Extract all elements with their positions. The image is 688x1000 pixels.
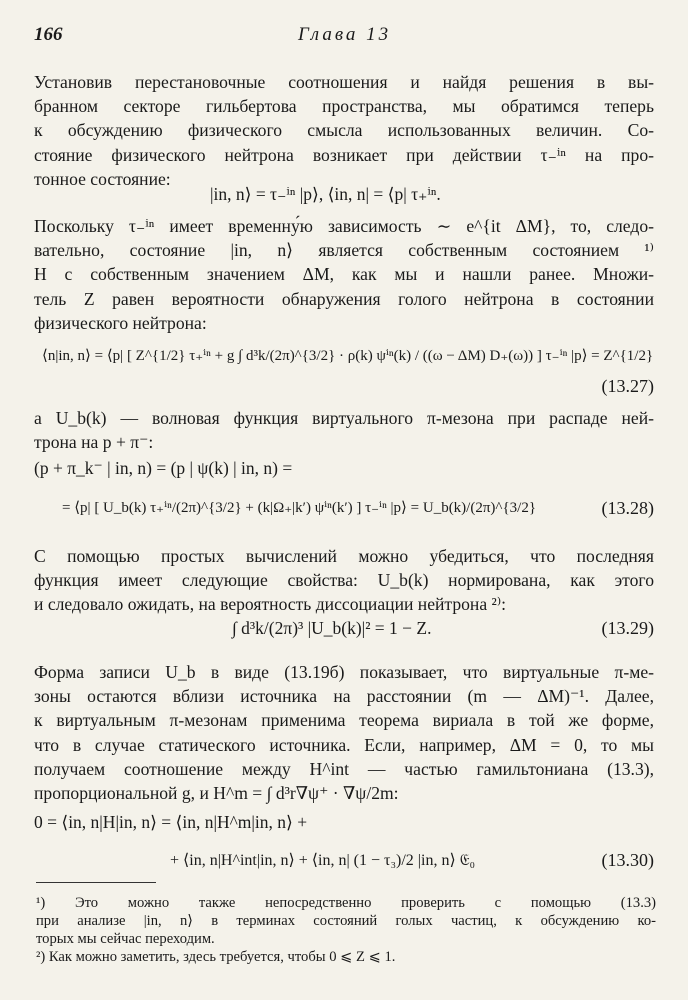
text-line: функция имеет следующие свойства: U_b(k) нормирована, как этого — [34, 570, 654, 591]
text-line: H с собственным значением ΔM, как мы и нашли ранее. Множи- — [34, 264, 654, 285]
paragraph-5 — [34, 660, 654, 805]
text-line: Форма записи U_b в виде (13.19б) показывает, что виртуальные π-ме- — [34, 662, 654, 682]
footnote-line: ¹) Это можно также непосредственно проверить с помощью (13.3) — [36, 895, 656, 911]
footnote-1 — [36, 894, 656, 948]
text-line: зоны остаются вблизи источника на расстоянии (m — ΔM)⁻¹. Далее, — [34, 686, 654, 707]
equation-number-13-29: (13.29) — [601, 618, 654, 638]
footnote-line: торых мы сейчас переходим. — [36, 931, 215, 947]
equation-13-30-line1: 0 = ⟨in, n|H|in, n⟩ = ⟨in, n|H^m|in, n⟩ + — [34, 812, 308, 832]
text-line: физического нейтрона: — [34, 312, 207, 333]
text-line: и следовало ожидать, на вероятность диссоциации нейтрона ²⁾: — [34, 594, 507, 615]
text-line: к виртуальным π-мезонам применима теорема вириала в той же форме, — [34, 710, 654, 731]
text-line: тель Z равен вероятности обнаружения голого нейтрона в состоянии — [34, 288, 654, 309]
text-line: Поскольку τ₋ⁱⁿ имеет временну́ю зависимость ∼ e^{it ΔM}, то, следо- — [34, 216, 654, 236]
paragraph-1 — [34, 70, 654, 191]
footnote-line: при анализе |in, n⟩ в терминах состояний голых частиц, к обсуждению ко- — [36, 913, 656, 929]
text-line: вательно, состояние |in, n⟩ является собственным состоянием ¹⁾ — [34, 240, 654, 261]
text-line: к обсуждению физического смысла использованных величин. Со- — [34, 120, 654, 141]
text-line: С помощью простых вычислений можно убедиться, что последняя — [34, 546, 654, 566]
paragraph-4 — [34, 544, 654, 617]
text-line: бранном секторе гильбертова пространства, мы обратимся теперь — [34, 96, 654, 117]
equation-13-28-line1: (p + π_k⁻ | in, n) = (p | ψ(k) | in, n) = — [34, 458, 293, 478]
equation-13-27: ⟨n|in, n⟩ = ⟨p| [ Z^{1/2} τ₊ⁱⁿ + g ∫ d³k/(2π)^{3/2} · ρ(k) ψⁱⁿ(k) / ((ω − ΔM) D₊(ω)) ] τ₋ⁱⁿ |p⟩ = Z^{1/2} — [42, 348, 654, 364]
footnote-divider — [36, 882, 156, 883]
text-line: тонное состояние: — [34, 168, 171, 189]
text-line: получаем соотношение между H^int — частью гамильтониана (13.3), — [34, 758, 654, 779]
equation-number-13-30: (13.30) — [601, 850, 654, 870]
equation-13-29: ∫ d³k/(2π)³ |U_b(k)|² = 1 − Z. — [232, 618, 432, 638]
text-line: стояние физического нейтрона возникает при действии τ₋ⁱⁿ на про- — [34, 144, 654, 165]
equation-number-13-27: (13.27) — [601, 376, 654, 396]
footnote-line: ²) Как можно заметить, здесь требуется, чтобы 0 ⩽ Z ⩽ 1. — [36, 949, 396, 965]
page-number: 166 — [34, 24, 63, 45]
equation-states: |in, n⟩ = τ₋ⁱⁿ |p⟩, ⟨in, n| = ⟨p| τ₊ⁱⁿ. — [210, 184, 441, 204]
equation-number-13-28: (13.28) — [601, 498, 654, 518]
text-line: Установив перестановочные соотношения и найдя решения в вы- — [34, 72, 654, 92]
text-line: что в случае статического источника. Если, например, ΔM = 0, то мы — [34, 734, 654, 755]
text-line: трона на p + π⁻: — [34, 432, 154, 453]
footnote-2 — [36, 948, 656, 966]
equation-13-30-line2: + ⟨in, n|H^int|in, n⟩ + ⟨in, n| (1 − τ₃)/2 |in, n⟩ 𝔈₀ — [170, 852, 476, 869]
paragraph-2 — [34, 214, 654, 335]
text-line: а U_b(k) — волновая функция виртуального π-мезона при распаде ней- — [34, 408, 654, 428]
paragraph-3 — [34, 406, 654, 454]
running-head: Глава 13 — [298, 24, 392, 45]
equation-13-28-line2: = ⟨p| [ U_b(k) τ₊ⁱⁿ/(2π)^{3/2} + (k|Ω₊|k′) ψⁱⁿ(k′) ] τ₋ⁱⁿ |p⟩ = U_b(k)/(2π)^{3/2} — [62, 500, 537, 516]
text-line: пропорциональной g, и H^m = ∫ d³r∇ψ⁺ · ∇ψ/2m: — [34, 782, 399, 803]
